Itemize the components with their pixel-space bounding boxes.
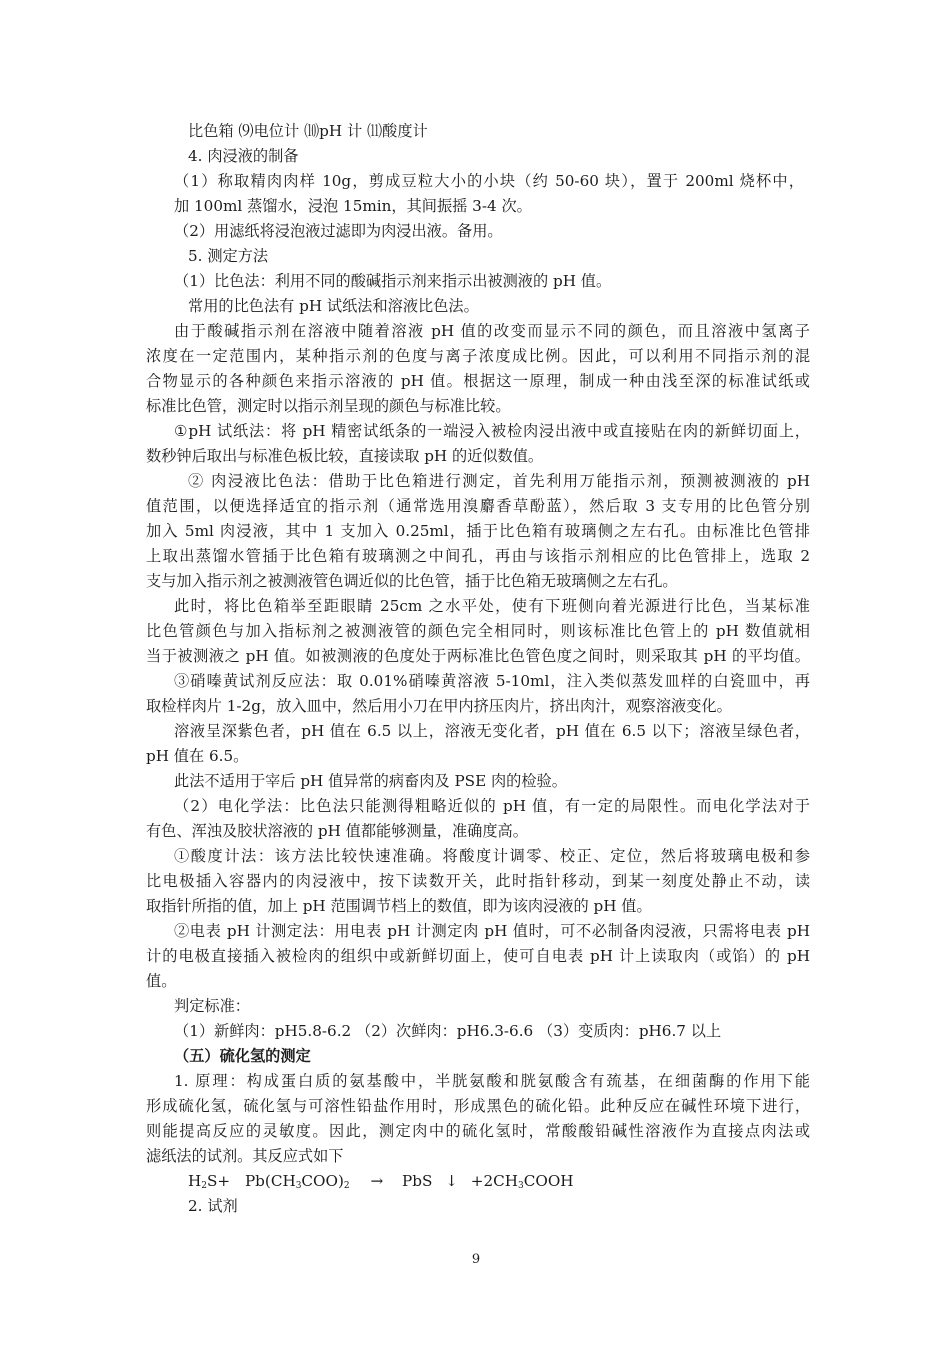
judgement-label: 判定标准：	[174, 997, 250, 1015]
page-number: 9	[471, 1252, 481, 1267]
paragraph-line: 常用的比色法有 pH 试纸法和溶液比色法。	[188, 297, 479, 315]
paragraph-line: 计的电极直接插入被检肉的组织中或新鲜切面上，使可自电表 pH 计上读取肉（或馅）的 pH	[146, 947, 810, 965]
paragraph-line: 当于被测液之 pH 值。如被测液的色度处于两标准比色管色度之间时，则采取其 pH 的平均值。	[146, 647, 810, 665]
paragraph-line: pH 值在 6.5。	[146, 747, 249, 765]
judgement-criteria: （1）新鲜肉：pH5.8-6.2 （2）次鲜肉：pH6.3-6.6 （3）变质肉：pH6.7 以上	[174, 1022, 722, 1040]
paragraph-line: ①pH 试纸法：将 pH 精密试纸条的一端浸入被检肉浸出液中或直接贴在肉的新鲜切面上，	[174, 422, 810, 440]
paragraph-line: ② 肉浸液比色法：借助于比色箱进行测定，首先利用万能指示剂，预测被测液的 pH	[188, 472, 810, 490]
section-heading-4: 4. 肉浸液的制备	[188, 147, 299, 165]
instrument-list-line: 比色箱 ⑼电位计 ⑽pH 计 ⑾酸度计	[188, 122, 428, 140]
paragraph-line: 则能提高反应的灵敏度。因此，测定肉中的硫化氢时，常酸酸铅碱性溶液作为直接点肉法或	[146, 1122, 810, 1140]
paragraph-line: （1）比色法：利用不同的酸碱指示剂来指示出被测液的 pH 值。	[174, 272, 612, 290]
paragraph-line: 1. 原理：构成蛋白质的氨基酸中，半胱氨酸和胱氨酸含有巯基，在细菌酶的作用下能	[174, 1072, 810, 1090]
paragraph-line: 加 100ml 蒸馏水，浸泡 15min，其间振摇 3-4 次。	[174, 197, 532, 215]
paragraph-line: 加入 5ml 肉浸液，其中 1 支加入 0.25ml，插于比色箱有玻璃侧之左右孔。由标准比色管排	[146, 522, 810, 540]
paragraph-line: 溶液呈深紫色者，pH 值在 6.5 以上，溶液无变化者，pH 值在 6.5 以下；溶液呈绿色者，	[174, 722, 810, 740]
paragraph-line: 值范围，以便选择适宜的指示剂（通常选用溴麝香草酚蓝），然后取 3 支专用的比色管分别	[146, 497, 810, 515]
paragraph-line: 浓度在一定范围内，某种指示剂的色度与离子浓度成比例。因此，可以利用不同指示剂的混	[146, 347, 810, 365]
reaction-arrow: →	[370, 1172, 384, 1190]
paragraph-line: 滤纸法的试剂。其反应式如下	[146, 1147, 344, 1165]
paragraph-line: （1）称取精肉肉样 10g，剪成豆粒大小的小块（约 50-60 块），置于 200ml 烧杯中，	[174, 172, 804, 190]
paragraph-line: 有色、浑浊及胶状溶液的 pH 值都能够测量，准确度高。	[146, 822, 528, 840]
paragraph-line: 支与加入指示剂之被测液管色调近似的比色管，插于比色箱无玻璃侧之左右孔。	[146, 572, 678, 590]
precipitate-arrow: ↓	[445, 1172, 458, 1190]
paragraph-line: 取指针所指的值，加上 pH 范围调节档上的数值，即为该肉浸液的 pH 值。	[146, 897, 652, 915]
paragraph-line: 上取出蒸馏水管插于比色箱有玻璃测之中间孔，再由与该指示剂相应的比色管排上，选取 2	[146, 547, 810, 565]
paragraph-line: ①酸度计法：该方法比较快速准确。将酸度计调零、校正、定位，然后将玻璃电极和参	[174, 847, 810, 865]
section-heading-5: 5. 测定方法	[188, 247, 269, 265]
paragraph-line: （2）电化学法：比色法只能测得粗略近似的 pH 值，有一定的局限性。而电化学法对于	[174, 797, 810, 815]
paragraph-line: （2）用滤纸将浸泡液过滤即为肉浸出液。备用。	[174, 222, 503, 240]
paragraph-line: 比电极插入容器内的肉浸液中，按下读数开关，此时指针移动，到某一刻度处静止不动，读	[146, 872, 810, 890]
paragraph-line: 标准比色管，测定时以指示剂呈现的颜色与标准比较。	[146, 397, 511, 415]
paragraph-line: 比色管颜色与加入指标剂之被测液管的颜色完全相同时，则该标准比色管上的 pH 数值就相	[146, 622, 810, 640]
paragraph-line: ②电表 pH 计测定法：用电表 pH 计测定肉 pH 值时，可不必制备肉浸液，只需将电表 pH	[174, 922, 810, 940]
section-heading-reagents: 2. 试剂	[188, 1197, 238, 1215]
paragraph-line: 数秒钟后取出与标准色板比较，直接读取 pH 的近似数值。	[146, 447, 544, 465]
paragraph-line: 此时，将比色箱举至距眼睛 25cm 之水平处，使有下班侧向着光源进行比色，当某标准	[174, 597, 810, 615]
paragraph-line: 由于酸碱指示剂在溶液中随着溶液 pH 值的改变而显示不同的颜色，而且溶液中氢离子	[174, 322, 810, 340]
paragraph-line: 取检样肉片 1-2g，放入皿中，然后用小刀在甲内挤压肉片，挤出肉汁，观察溶液变化。	[146, 697, 732, 715]
section-heading-h2s: （五）硫化氢的测定	[174, 1047, 311, 1065]
paragraph-line: 值。	[146, 972, 177, 990]
paragraph-line: 合物显示的各种颜色来指示溶液的 pH 值。根据这一原理，制成一种由浅至深的标准试纸或	[146, 372, 810, 390]
paragraph-line: 形成硫化氢，硫化氢与可溶性铅盐作用时，形成黑色的硫化铅。此种反应在碱性环境下进行，	[146, 1097, 810, 1115]
reaction-equation: $H_2S+ Pb(CH_3COO)_2$ → PbS ↓ $+2CH_3COOH$	[188, 1172, 574, 1191]
paragraph-line: 此法不适用于宰后 pH 值异常的病畜肉及 PSE 肉的检验。	[174, 772, 567, 790]
paragraph-line: ③硝嗪黄试剂反应法：取 0.01%硝嗪黄溶液 5-10ml，注入类似蒸发皿样的白瓷皿中，再	[174, 672, 810, 690]
